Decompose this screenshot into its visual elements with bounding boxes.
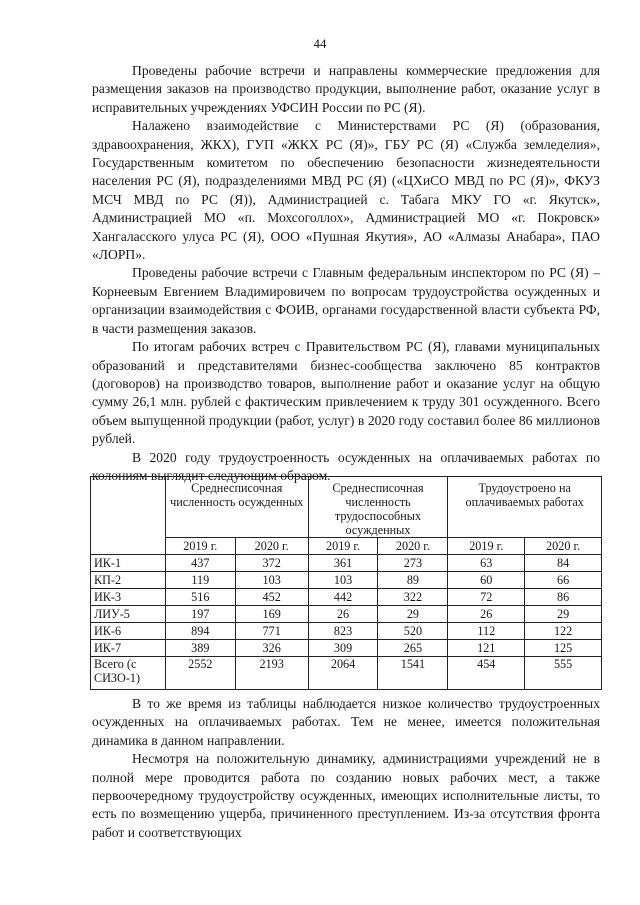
table-cell: 72 bbox=[448, 589, 525, 606]
body-text-top bbox=[92, 62, 600, 485]
table-cell: 454 bbox=[448, 657, 525, 690]
table-cell: 309 bbox=[308, 640, 378, 657]
table-corner-cell bbox=[91, 477, 166, 555]
table-cell: 197 bbox=[165, 606, 235, 623]
table-cell: 452 bbox=[235, 589, 308, 606]
table-cell: 121 bbox=[448, 640, 525, 657]
table-cell: 326 bbox=[235, 640, 308, 657]
table-cell: 555 bbox=[525, 657, 602, 690]
table-cell: 273 bbox=[378, 555, 448, 572]
table-cell: 125 bbox=[525, 640, 602, 657]
table-cell: 119 bbox=[165, 572, 235, 589]
table-cell: 112 bbox=[448, 623, 525, 640]
table-cell: 169 bbox=[235, 606, 308, 623]
paragraph: В то же время из таблицы наблюдается низкое количество трудоустроенных осужденных на оплачиваемых работах. Тем не менее, имеется положительная динамика в данном направлении. bbox=[92, 696, 600, 748]
table-cell: 122 bbox=[525, 623, 602, 640]
table-cell: 66 bbox=[525, 572, 602, 589]
table-cell: 103 bbox=[308, 572, 378, 589]
table-cell: 1541 bbox=[378, 657, 448, 690]
table-cell: 26 bbox=[308, 606, 378, 623]
table-cell: 894 bbox=[165, 623, 235, 640]
table-cell: 372 bbox=[235, 555, 308, 572]
table-group-header: Среднесписочная численность осужденных bbox=[165, 477, 308, 538]
table-year-header: 2020 г. bbox=[525, 538, 602, 555]
table-cell: 389 bbox=[165, 640, 235, 657]
table-cell: 2193 bbox=[235, 657, 308, 690]
table-row bbox=[91, 555, 602, 572]
table-row bbox=[91, 589, 602, 606]
table-cell: 29 bbox=[525, 606, 602, 623]
table-year-header-row bbox=[91, 538, 602, 555]
table-cell: 823 bbox=[308, 623, 378, 640]
employment-table bbox=[90, 476, 602, 690]
table-row-label: ИК-7 bbox=[91, 640, 166, 657]
table-cell: 442 bbox=[308, 589, 378, 606]
table-cell: 520 bbox=[378, 623, 448, 640]
table-cell: 26 bbox=[448, 606, 525, 623]
paragraph: По итогам рабочих встреч с Правительством РС (Я), главами муниципальных образований и представителями бизнес-сообщества заключено 85 контрактов (договоров) на производство товаров, выполнение работ и оказание услуг на общую сумму 26,1 млн. рублей с фактическим привлечением к труду 301 осужденного. Всего объем выпущенной продукции (работ, услуг) в 2020 году составил более 86 миллионов рублей. bbox=[92, 339, 600, 447]
table-year-header: 2019 г. bbox=[165, 538, 235, 555]
paragraph: В 2020 году трудоустроенность осужденных на оплачиваемых работах по колониям выглядит следующим образом. bbox=[92, 449, 600, 483]
table-cell: 771 bbox=[235, 623, 308, 640]
table-row-label: ИК-1 bbox=[91, 555, 166, 572]
table-row-label: ИК-6 bbox=[91, 623, 166, 640]
table-cell: 437 bbox=[165, 555, 235, 572]
table-row bbox=[91, 572, 602, 589]
table-group-header: Трудоустроено на оплачиваемых работах bbox=[448, 477, 602, 538]
table-row-label: ИК-3 bbox=[91, 589, 166, 606]
table-cell: 63 bbox=[448, 555, 525, 572]
table-cell: 265 bbox=[378, 640, 448, 657]
table-group-header-row bbox=[91, 477, 602, 538]
table-row bbox=[91, 606, 602, 623]
table-cell: 84 bbox=[525, 555, 602, 572]
table-cell: 2064 bbox=[308, 657, 378, 690]
table-cell: 86 bbox=[525, 589, 602, 606]
table-year-header: 2019 г. bbox=[448, 538, 525, 555]
table-row bbox=[91, 640, 602, 657]
table-cell: 361 bbox=[308, 555, 378, 572]
paragraph: Проведены рабочие встречи и направлены коммерческие предложения для размещения заказов на производство продукции, выполнение работ, оказание услуг в исправительных учреждениях УФСИН России по РС (Я). bbox=[92, 63, 600, 115]
table-row bbox=[91, 623, 602, 640]
table-cell: 89 bbox=[378, 572, 448, 589]
table-year-header: 2019 г. bbox=[308, 538, 378, 555]
paragraph: Налажено взаимодействие с Министерствами РС (Я) (образования, здравоохранения, ЖКХ), ГУП «ЖКХ РС (Я)», ГБУ РС (Я) «Служба земледелия», Государственным комитетом по обеспечению безопасности жизнедеятельности населения РС (Я), подразделениями МВД РС (Я) («ЦХиСО МВД по РС (Я)», ФКУЗ МСЧ МВД по РС (Я)), Администрацией с. Табага МКУ ГО «г. Якутск», Администрацией МО «п. Мохсоголлох», Администрацией МО «г. Покровск» Хангаласского улуса РС (Я), ООО «Пушная Якутия», АО «Алмазы Анабара», ПАО «ЛОРП». bbox=[92, 118, 600, 263]
table-group-header: Среднесписочная численность трудоспособных осужденных bbox=[308, 477, 448, 538]
table-row bbox=[91, 657, 602, 690]
table-cell: 322 bbox=[378, 589, 448, 606]
table-cell: 29 bbox=[378, 606, 448, 623]
table-cell: 103 bbox=[235, 572, 308, 589]
table-year-header: 2020 г. bbox=[235, 538, 308, 555]
paragraph: Проведены рабочие встречи с Главным федеральным инспектором по РС (Я) – Корнеевым Евгением Владимировичем по вопросам трудоустройства осужденных и организации взаимодействия с ФОИВ, органами государственной власти субъекта РФ, в части размещения заказов. bbox=[92, 265, 600, 336]
table-row-label: ЛИУ-5 bbox=[91, 606, 166, 623]
table-row-label: Всего (с СИЗО-1) bbox=[91, 657, 166, 690]
body-text-bottom bbox=[92, 695, 600, 842]
paragraph: Несмотря на положительную динамику, администрациями учреждений не в полной мере проводится работа по созданию новых рабочих мест, а также первоочередному трудоустройству осужденных, имеющих исполнительные листы, то есть по возмещению ущерба, причиненного преступлением. Из-за отсутствия фронта работ и соответствующих bbox=[92, 751, 600, 840]
table-cell: 516 bbox=[165, 589, 235, 606]
page-number: 44 bbox=[313, 36, 327, 51]
table-cell: 2552 bbox=[165, 657, 235, 690]
table-row-label: КП-2 bbox=[91, 572, 166, 589]
table-year-header: 2020 г. bbox=[378, 538, 448, 555]
table-cell: 60 bbox=[448, 572, 525, 589]
